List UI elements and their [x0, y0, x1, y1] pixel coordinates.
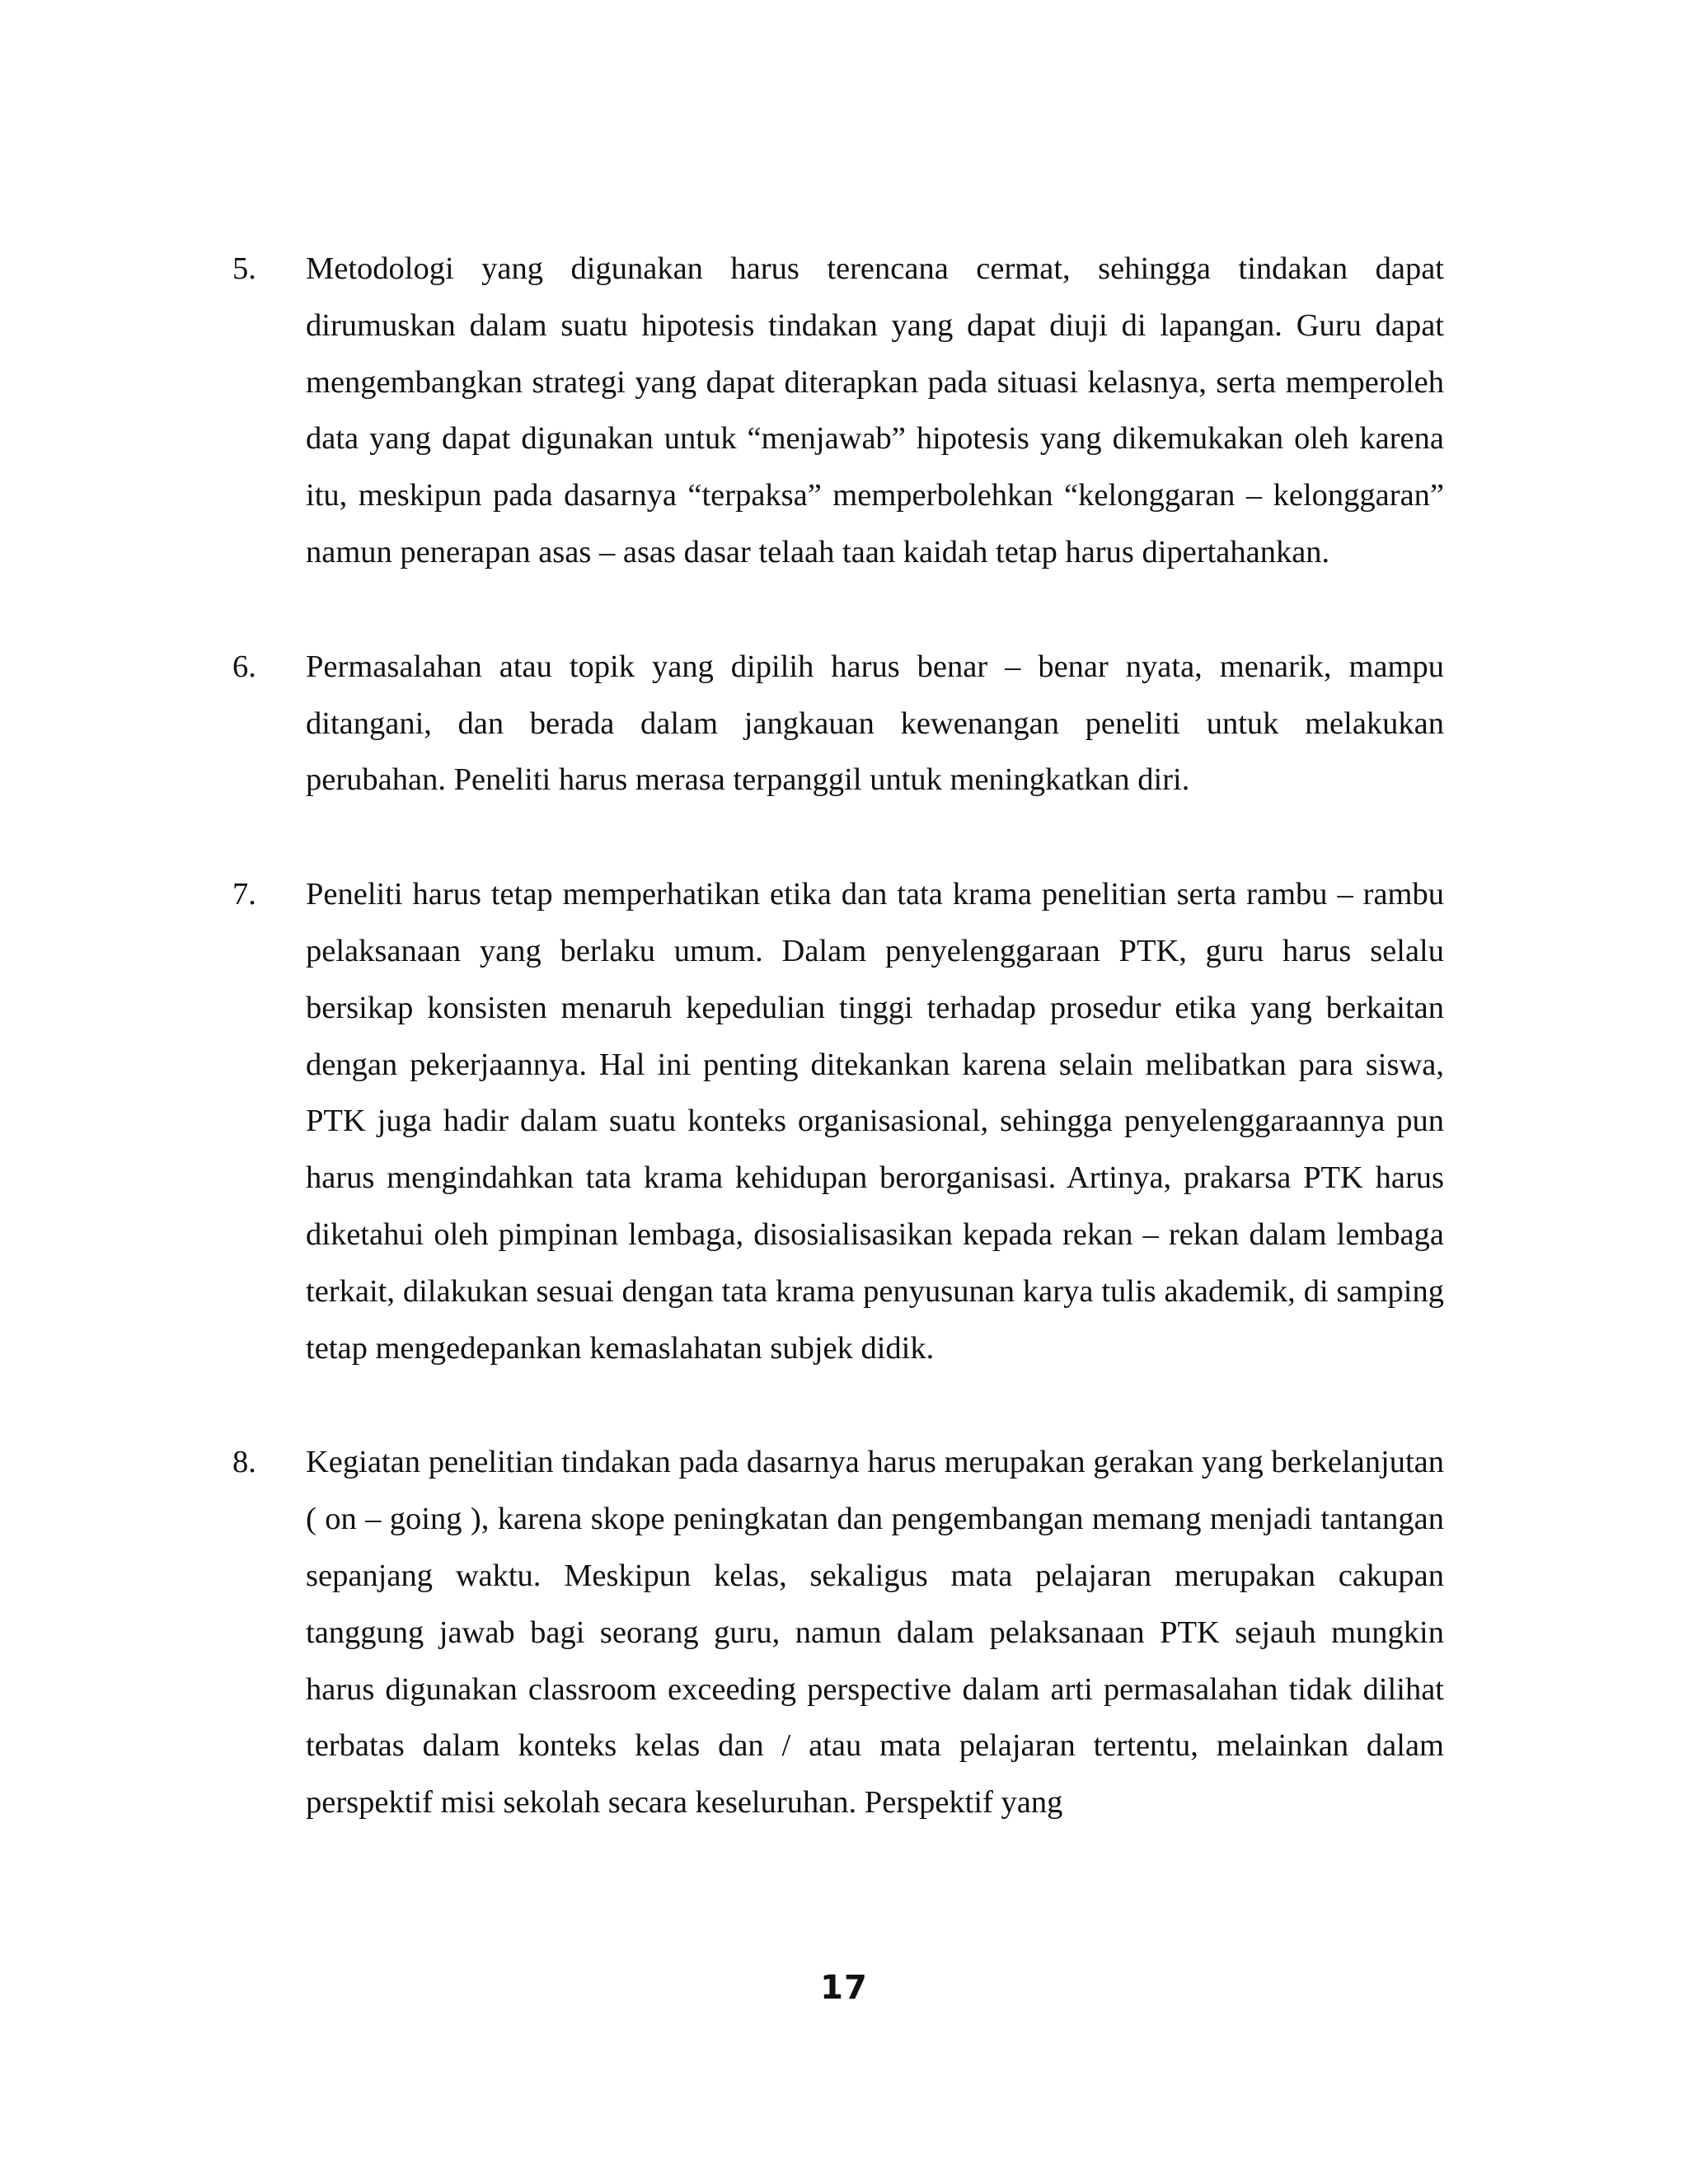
list-item-text: Kegiatan penelitian tindakan pada dasarnya harus merupakan gerakan yang berkelanjutan ( on – going ), karena skope peningkatan dan pengembangan memang menjadi tantangan sepanjang waktu. Meskipun kelas, sekaligus mata pelajaran merupakan cakupan tanggung jawab bagi seorang guru, namun dalam pelaksanaan PTK sejauh mungkin harus digunakan classroom exceeding perspective dalam arti permasalahan tidak dilihat terbatas dalam konteks kelas dan / atau mata pelajaran tertentu, melainkan dalam perspektif misi sekolah secara keseluruhan. Perspektif yang — [306, 1445, 1444, 1821]
numbered-list — [232, 241, 1444, 1889]
list-item-number: 6. — [232, 649, 256, 684]
list-item-number: 5. — [232, 251, 256, 286]
page-number: 17 — [820, 1969, 868, 2007]
list-item — [232, 241, 1444, 581]
list-item-number: 7. — [232, 877, 256, 912]
list-item — [232, 866, 1444, 1376]
list-item-text: Permasalahan atau topik yang dipilih harus benar – benar nyata, menarik, mampu ditangani, dan berada dalam jangkauan kewenangan peneliti untuk melakukan perubahan. Peneliti harus merasa terpanggil untuk meningkatkan diri. — [306, 649, 1444, 798]
list-item — [232, 639, 1444, 808]
list-item-text: Metodologi yang digunakan harus terencana cermat, sehingga tindakan dapat dirumuskan dalam suatu hipotesis tindakan yang dapat diuji di lapangan. Guru dapat mengembangkan strategi yang dapat diterapkan pada situasi kelasnya, serta memperoleh data yang dapat digunakan untuk “menjawab” hipotesis yang dikemukakan oleh karena itu, meskipun pada dasarnya “terpaksa” memperbolehkan “kelonggaran – kelonggaran” namun penerapan asas – asas dasar telaah taan kaidah tetap harus dipertahankan. — [306, 251, 1444, 569]
list-item-text: Peneliti harus tetap memperhatikan etika dan tata krama penelitian serta rambu – rambu pelaksanaan yang berlaku umum. Dalam penyelenggaraan PTK, guru harus selalu bersikap konsisten menaruh kepedulian tinggi terhadap prosedur etika yang berkaitan dengan pekerjaannya. Hal ini penting ditekankan karena selain melibatkan para siswa, PTK juga hadir dalam suatu konteks organisasional, sehingga penyelenggaraannya pun harus mengindahkan tata krama kehidupan berorganisasi. Artinya, prakarsa PTK harus diketahui oleh pimpinan lembaga, disosialisasikan kepada rekan – rekan dalam lembaga terkait, dilakukan sesuai dengan tata krama penyusunan karya tulis akademik, di samping tetap mengedepankan kemaslahatan subjek didik. — [306, 877, 1444, 1366]
list-item-number: 8. — [232, 1445, 256, 1480]
list-item — [232, 1434, 1444, 1831]
